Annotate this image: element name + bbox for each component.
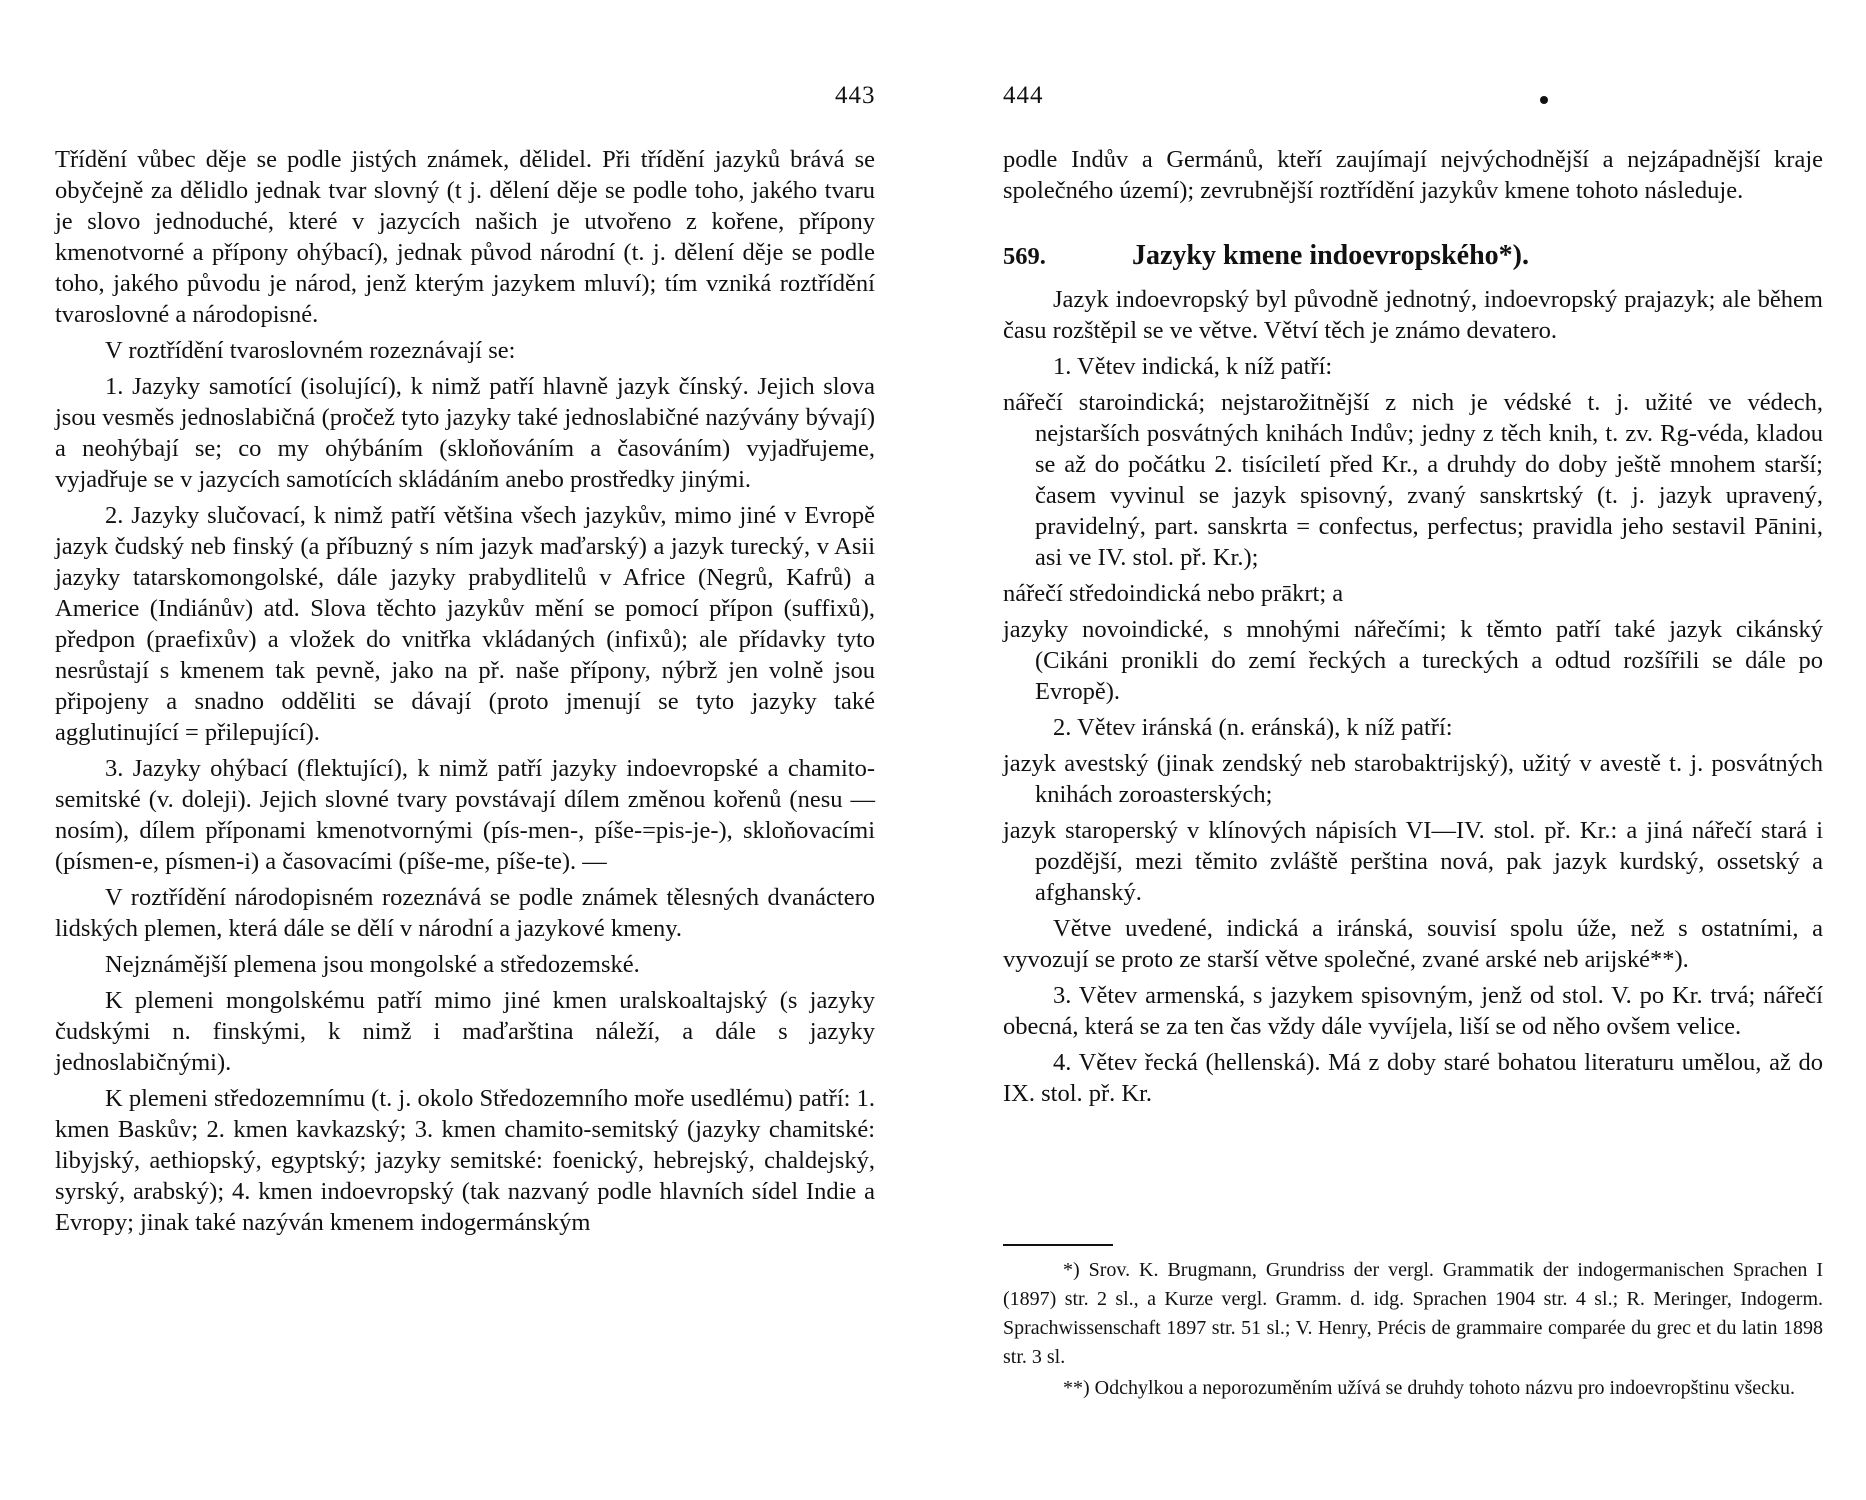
page-number: 443 bbox=[835, 82, 876, 109]
list-item: jazyk staroperský v klínových nápisích VI—IV. stol. př. Kr.: a jiná nářečí stará i pozdější, mezi těmito zvláště perština nová, pak jazyk kurdský, ossetský a afghanský. bbox=[1003, 817, 1823, 906]
list-item: nářečí staroindická; nejstarožitnější z nich je védské t. j. užité ve védech, nejstarších posvátných knihách Indův; jedny z těch knih, t. zv. Rg-véda, kladou se až do počátku 2. tisíciletí před Kr., a druhdy do doby ještě mnohem starší; časem vyvinul se jazyk spisovný, zvaný sanskrtský (t. j. jazyk upravený, pravidelný, part. sanskrta = confectus, perfectus; pravidla jeho sestavil Pānini, asi ve IV. stol. př. Kr.); bbox=[1003, 389, 1823, 571]
list-item: jazyk avestský (jinak zendský neb starobaktrijský), užitý v avestě t. j. posvátných knihách zoroasterských; bbox=[1003, 750, 1823, 808]
list-item: nářečí středoindická nebo prākrt; a bbox=[1003, 580, 1344, 607]
paragraph: 1. Jazyky samotící (isolující), k nimž patří hlavně jazyk čínský. Jejich slova jsou vesměs jednoslabičná (pročež tyto jazyky také jednoslabičné nazývány bývají) a neohýbají se; co my ohýbáním (skloňováním a časováním) vyjadřujeme, vyjadřuje se v jazycích samotících skládáním anebo prostředky jinými. bbox=[55, 373, 875, 493]
footnote: *) Srov. K. Brugmann, Grundriss der vergl. Grammatik der indogermanischen Sprachen I (1897) str. 2 sl., a Kurze vergl. Gramm. d. idg. Sprachen 1904 str. 4 sl.; R. Meringer, Indogerm. Sprachwissenschaft 1897 str. 51 sl.; V. Henry, Précis de grammaire comparée du grec et du latin 1898 str. 3 sl. bbox=[1003, 1259, 1823, 1368]
footnote-rule bbox=[1003, 1244, 1113, 1246]
paragraph: Třídění vůbec děje se podle jistých známek, dělidel. Při třídění jazyků brává se obyčejně za dělidlo jednak tvar slovný (t j. dělení děje se podle toho, jakého tvaru je slovo jednoduché, které v jazycích našich je utvořeno z kořene, přípony kmenotvorné a přípony ohýbací), jednak původ národní (t. j. dělení děje se podle toho, jakého původu je národ, jenž kterým jazykem mluví); tím vzniká roztřídění tvaroslovné a národopisné. bbox=[55, 146, 875, 328]
paragraph: Nejznámější plemena jsou mongolské a středozemské. bbox=[105, 951, 640, 978]
paragraph: V roztřídění národopisném rozeznává se podle známek tělesných dvanáctero lidských plemen, která dále se dělí v národní a jazykové kmeny. bbox=[55, 884, 875, 942]
right-page-body bbox=[1003, 144, 1823, 1114]
footnote: **) Odchylkou a neporozuměním užívá se druhdy tohoto názvu pro indoevropštinu všecku. bbox=[1063, 1377, 1796, 1399]
paragraph: 2. Jazyky slučovací, k nimž patří většina všech jazykův, mimo jiné v Evropě jazyk čudský neb finský (a příbuzný s ním jazyk maďarský) a jazyk turecký, v Asii jazyky tatarskomongolské, dále jazyky prabydlitelů v Africe (Negrů, Kafrů) a Americe (Indiánův) atd. Slova těchto jazykův mění se pomocí přípon (suffixů), předpon (praefixův) a vložek do vnitřka vkládaných (infixů); ale přídavky tyto nesrůstají s kmenem tak pevně, jako na př. naše přípony, nýbrž jen volně jsou připojeny a snadno odděliti se dávají (proto jmenují se tyto jazyky také agglutinující = přilepující). bbox=[55, 502, 875, 746]
ink-dot bbox=[1540, 96, 1548, 104]
list-item: jazyky novoindické, s mnohými nářečími; k těmto patří také jazyk cikánský (Cikáni pronikli do zemí řeckých a tureckých a odtud rozšířili se dále po Evropě). bbox=[1003, 616, 1823, 705]
paragraph: K plemeni středozemnímu (t. j. okolo Středozemního moře usedlému) patří: 1. kmen Baskův; 2. kmen kavkazský; 3. kmen chamito-semitský (jazyky chamitské: libyjský, aethiopský, egyptský; jazyky semitské: foenický, hebrejský, chaldejský, syrský, arabský); 4. kmen indoevropský (tak nazvaný podle hlavních sídel Indie a Evropy; jinak také nazýván kmenem indogermánským bbox=[55, 1085, 875, 1236]
paragraph: Jazyk indoevropský byl původně jednotný, indoevropský prajazyk; ale během času rozštěpil se ve větve. Větví těch je známo devatero. bbox=[1003, 286, 1823, 344]
footnotes bbox=[1003, 1244, 1823, 1405]
section-heading bbox=[1003, 240, 1823, 272]
paragraph: V roztřídění tvaroslovném rozeznávají se: bbox=[105, 337, 516, 364]
paragraph: podle Indův a Germánů, kteří zaujímají nejvýchodnější a nejzápadnější kraje společného území); zevrubnější roztřídění jazykův kmene tohoto následuje. bbox=[1003, 146, 1823, 204]
paragraph: 4. Větev řecká (hellenská). Má z doby staré bohatou literaturu umělou, až do IX. stol. př. Kr. bbox=[1003, 1049, 1823, 1107]
paragraph: K plemeni mongolskému patří mimo jiné kmen uralskoaltajský (s jazyky čudskými n. finskými, k nimž i maďarština náleží, a dále s jazyky jednoslabičnými). bbox=[55, 987, 875, 1076]
paragraph: 1. Větev indická, k níž patří: bbox=[1053, 353, 1333, 380]
section-title: Jazyky kmene indoevropského*). bbox=[1132, 240, 1529, 271]
section-number: 569. bbox=[1003, 243, 1046, 270]
paragraph: Větve uvedené, indická a iránská, souvisí spolu úže, než s ostatními, a vyvozují se proto ze starší větve společné, zvané arské neb arijské**). bbox=[1003, 915, 1823, 973]
paragraph: 2. Větev iránská (n. eránská), k níž patří: bbox=[1053, 714, 1453, 741]
paragraph: 3. Jazyky ohýbací (flektující), k nimž patří jazyky indoevropské a chamito-semitské (v. doleji). Jejich slovné tvary povstávají dílem změnou kořenů (nesu — nosím), dílem příponami kmenotvornými (pís-men-, píše-=pis-je-), skloňovacími (písmen-e, písmen-i) a časovacími (píše-me, píše-te). — bbox=[55, 755, 875, 875]
right-page bbox=[933, 0, 1866, 1500]
left-page-body bbox=[55, 144, 875, 1243]
page-number: 444 bbox=[1003, 82, 1044, 109]
paragraph: 3. Větev armenská, s jazykem spisovným, jenž od stol. V. po Kr. trvá; nářečí obecná, která se za ten čas vždy dále vyvíjela, liší se od něho ovšem velice. bbox=[1003, 982, 1823, 1040]
